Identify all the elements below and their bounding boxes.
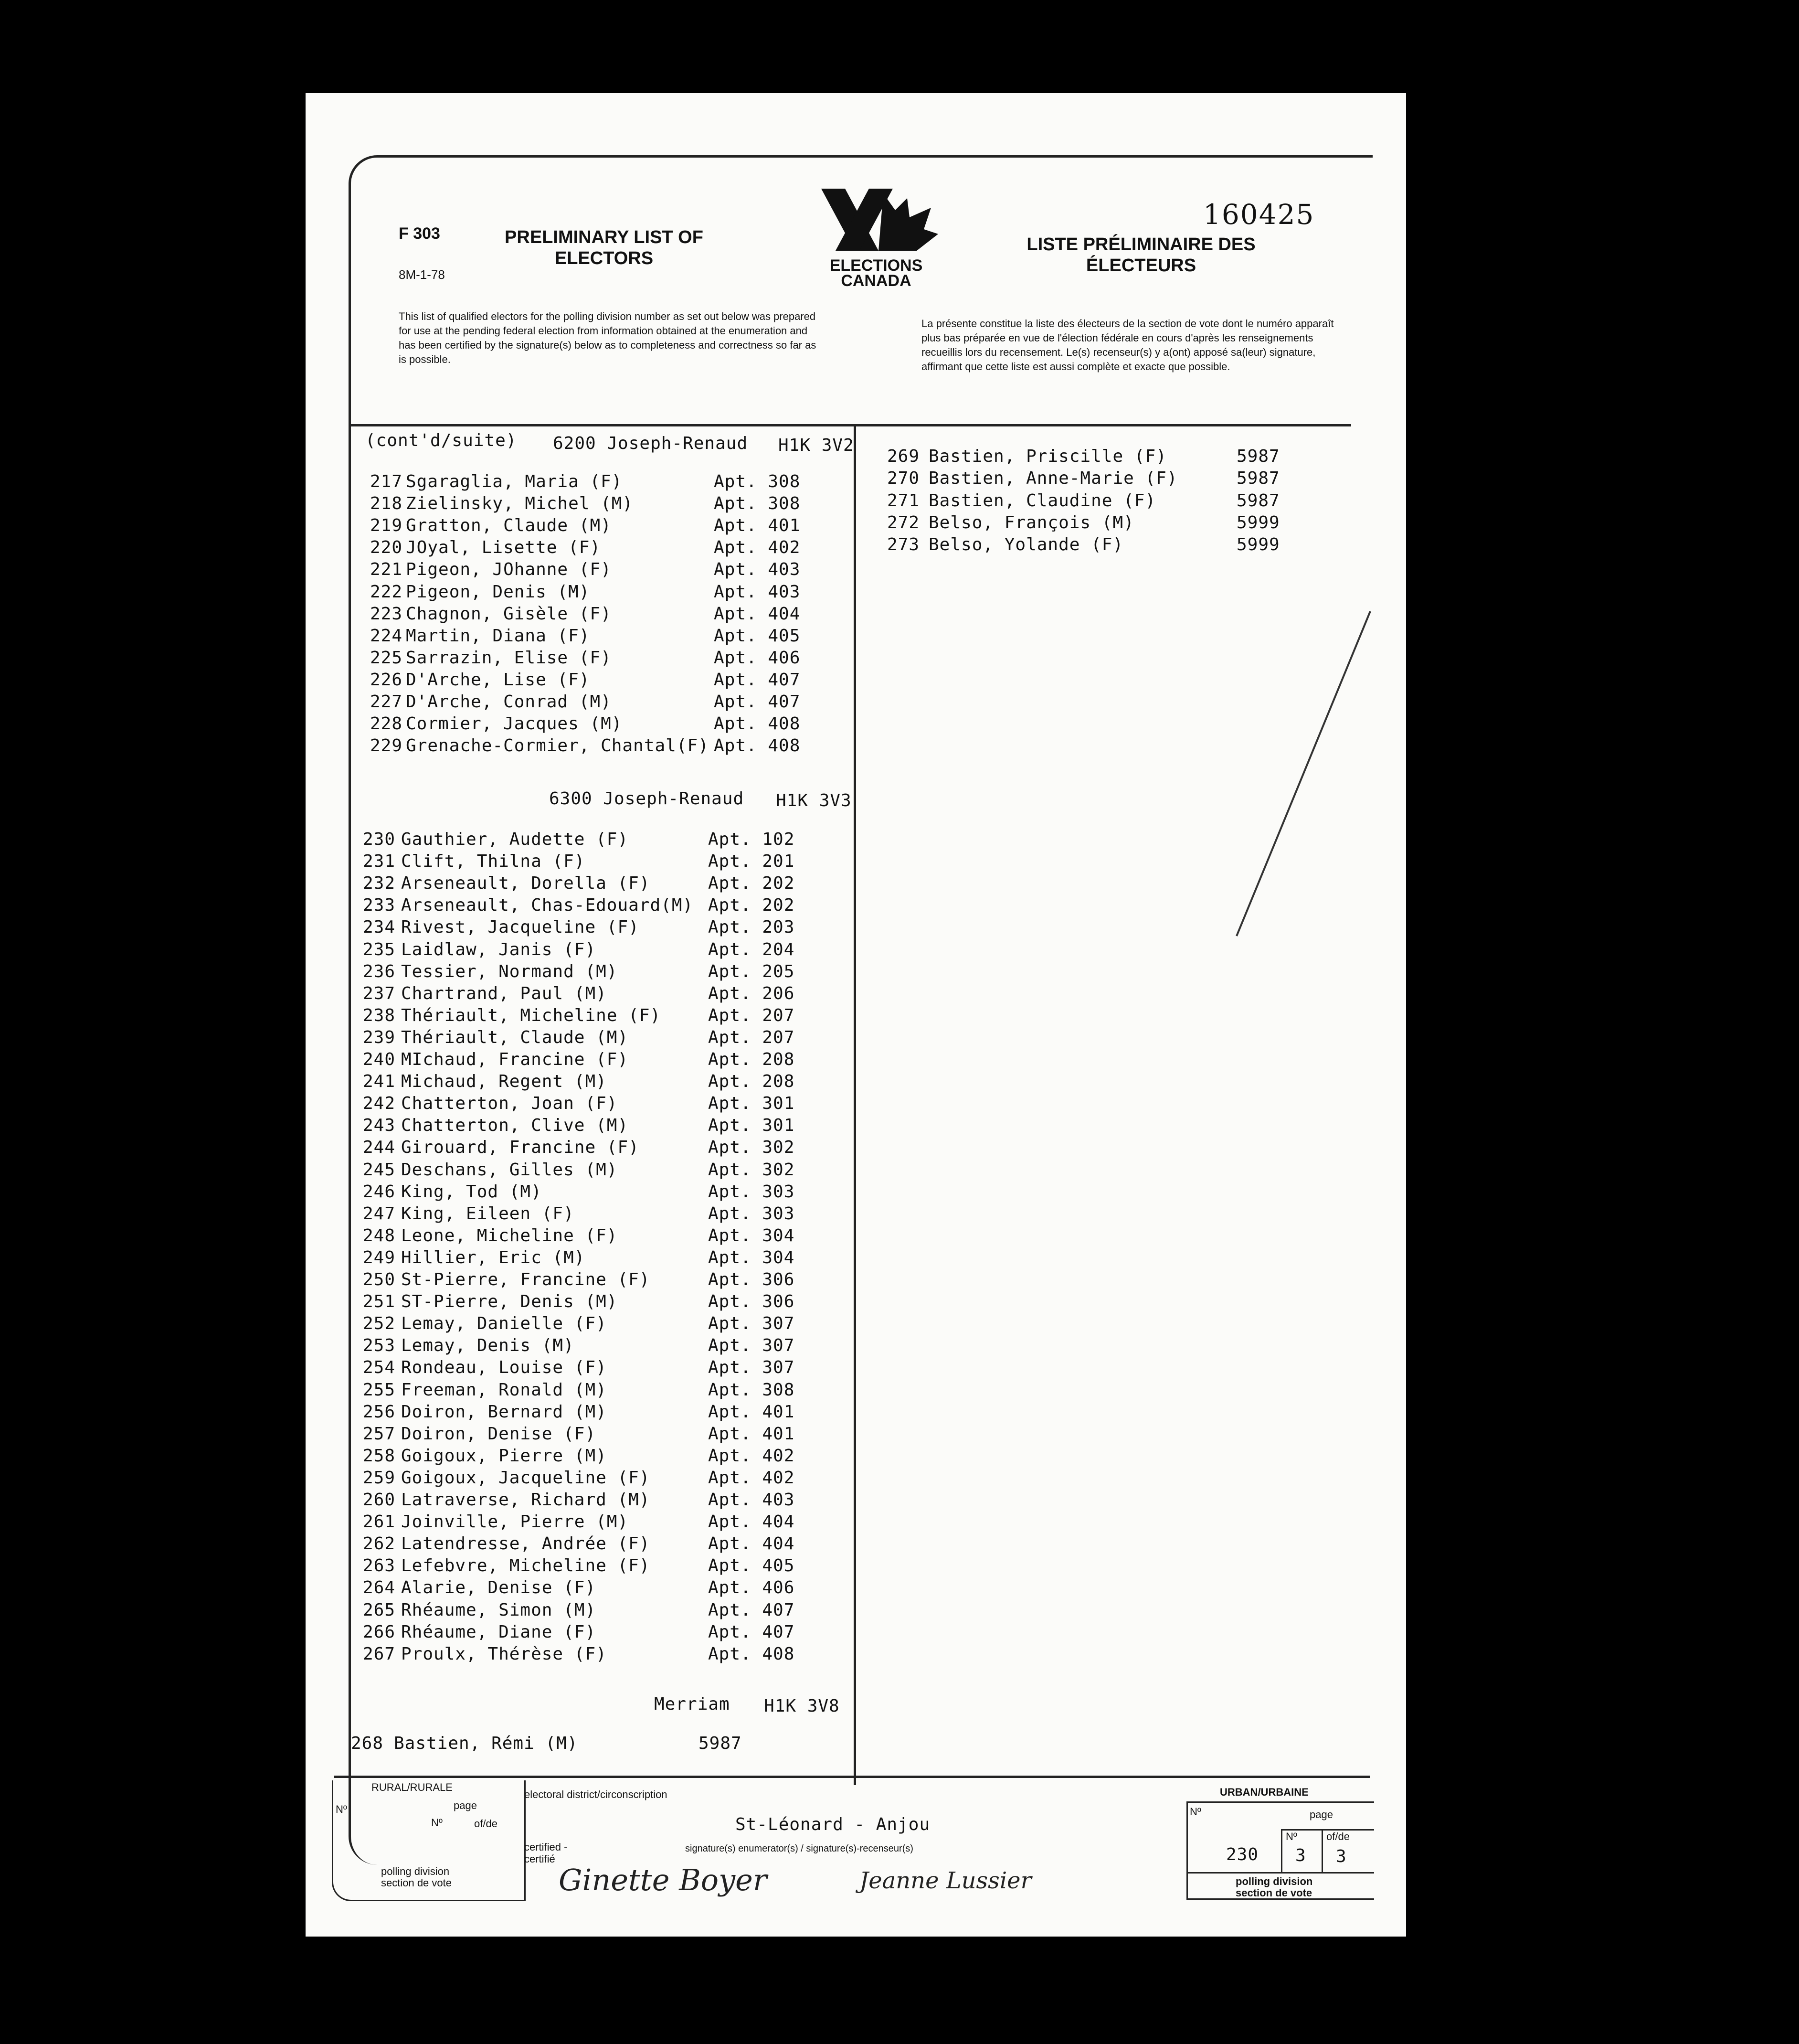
elector-address: Apt. 307 [708,1358,795,1378]
elector-address: Apt. 403 [714,582,801,602]
elector-number: 227 [370,692,403,712]
elector-address: Apt. 202 [708,895,795,916]
elector-address: Apt. 307 [708,1314,795,1334]
elector-number: 271 [887,490,920,511]
header-divider [349,424,1351,426]
elector-name: King, Tod (M) [401,1182,542,1202]
rural-of-label: of/de [474,1818,497,1830]
elector-number: 245 [363,1160,396,1180]
elector-name: D'Arche, Conrad (M) [406,692,612,712]
elector-number: 229 [370,736,403,756]
elector-name: Bastien, Priscille (F) [929,447,1167,466]
elector-number: 231 [363,852,396,872]
elector-name: Hillier, Eric (M) [401,1247,585,1267]
urban-label: URBAN/URBAINE [1220,1786,1309,1798]
elector-address: Apt. 204 [708,939,795,959]
elector-number: 257 [363,1424,396,1444]
elector-number: 224 [370,626,403,646]
elector-name: Michaud, Regent (M) [401,1072,607,1092]
elector-name: Doiron, Bernard (M) [401,1402,607,1422]
elector-name: Latendresse, Andrée (F) [401,1534,650,1554]
elector-name: Goigoux, Pierre (M) [401,1446,607,1466]
elector-number: 230 [363,830,396,849]
elector-address: Apt. 408 [714,736,801,756]
elector-name: Belso, François (M) [929,512,1134,532]
elector-name: JOyal, Lisette (F) [406,538,601,558]
elector-address: Apt. 208 [708,1072,795,1092]
elector-address: Apt. 405 [708,1556,795,1576]
elector-address: Apt. 407 [708,1622,795,1642]
elector-number: 264 [363,1578,396,1598]
elector-number: 221 [370,560,403,580]
elector-name: ST-Pierre, Denis (M) [401,1292,618,1312]
title-fr-line1: LISTE PRÉLIMINAIRE DES [1026,234,1256,255]
postal-code-1: H1K 3V2 [778,436,854,455]
elector-address: Apt. 401 [708,1402,795,1422]
elector-name: Grenache-Cormier, Chantal(F) [406,736,709,756]
elector-name: King, Eileen (F) [401,1203,574,1224]
elector-name: Chartrand, Paul (M) [401,983,607,1003]
elector-name: Lemay, Danielle (F) [401,1314,607,1334]
elector-number: 254 [363,1358,396,1378]
elector-name: Zielinsky, Michel (M) [406,494,634,514]
elector-address: 5999 [1237,535,1280,555]
form-number: F 303 [399,224,440,243]
elector-address: Apt. 408 [708,1644,795,1664]
elections-canada-logo [812,184,941,289]
elector-address: Apt. 406 [708,1578,795,1598]
elector-name: Rondeau, Louise (F) [401,1358,607,1378]
elector-address: Apt. 303 [708,1182,795,1202]
elector-number: 239 [363,1027,396,1047]
footer-divider [334,1776,1370,1778]
elector-name: Clift, Thilna (F) [401,852,585,872]
title-en-line2: ELECTORS [554,248,654,268]
elector-number: 241 [363,1072,396,1092]
urban-page-no-label: Nº [1286,1831,1297,1842]
elector-address: 5987 [698,1734,742,1753]
elector-name: Lemay, Denis (M) [401,1336,574,1356]
elector-address: Apt. 405 [714,626,801,646]
elector-name: Chatterton, Joan (F) [401,1094,618,1114]
elector-number: 252 [363,1314,396,1334]
urban-polling-label-1: polling division [1236,1875,1313,1887]
elector-number: 270 [887,468,920,489]
elector-address: Apt. 301 [708,1116,795,1136]
elector-name: Freeman, Ronald (M) [401,1380,607,1400]
elector-name: Lefebvre, Micheline (F) [401,1556,650,1576]
elector-name: Chagnon, Gisèle (F) [406,604,612,624]
elector-address: Apt. 402 [708,1446,795,1466]
street-header-1: 6200 Joseph-Renaud [553,434,748,453]
street-header-2: 6300 Joseph-Renaud [549,789,744,809]
urban-box [1186,1782,1373,1897]
title-en-line1: PRELIMINARY LIST OF [505,227,703,247]
elector-number: 250 [363,1270,396,1289]
elector-number: 218 [370,494,403,514]
elector-address: Apt. 208 [708,1050,795,1069]
elector-name: Pigeon, JOhanne (F) [406,560,612,580]
elector-number: 232 [363,873,396,894]
elector-address: Apt. 304 [708,1247,795,1267]
elector-address: Apt. 306 [708,1270,795,1289]
elector-name: Bastien, Rémi (M) [394,1734,578,1753]
elector-number: 222 [370,582,403,602]
elector-number: 240 [363,1050,396,1069]
elector-name: St-Pierre, Francine (F) [401,1270,650,1289]
elector-address: Apt. 302 [708,1160,795,1180]
elector-address: Apt. 307 [708,1336,795,1356]
elector-address: Apt. 407 [708,1600,795,1620]
elector-number: 253 [363,1336,396,1356]
postal-code-2: H1K 3V3 [776,791,852,810]
urban-grid [1186,1801,1374,1900]
elector-address: Apt. 102 [708,830,795,849]
serial-number: 160425 [1203,198,1315,231]
elector-number: 261 [363,1512,396,1532]
elector-name: Laidlaw, Janis (F) [401,939,596,959]
elector-name: Thériault, Micheline (F) [401,1005,661,1025]
elector-number: 263 [363,1556,396,1576]
elector-address: Apt. 201 [708,852,795,872]
form-date: 8M-1-78 [399,267,445,282]
elector-name: Arseneault, Dorella (F) [401,873,650,894]
urban-no-label: Nº [1190,1806,1201,1818]
elector-name: Doiron, Denise (F) [401,1424,596,1444]
elector-number: 256 [363,1402,396,1422]
rural-page-no-label: Nº [431,1817,443,1829]
elector-address: Apt. 401 [714,516,801,536]
rural-label: RURAL/RURALE [371,1781,453,1793]
contd-label: (cont'd/suite) [365,431,517,450]
elector-number: 269 [887,447,920,466]
title-english [492,227,716,269]
certified-label-2: certifié [524,1853,555,1865]
elector-name: Rhéaume, Diane (F) [401,1622,596,1642]
elector-number: 244 [363,1138,396,1158]
elector-name: Girouard, Francine (F) [401,1138,639,1158]
elector-name: Pigeon, Denis (M) [406,582,590,602]
elector-address: Apt. 206 [708,983,795,1003]
logo-text-2: CANADA [841,272,911,290]
elector-number: 237 [363,983,396,1003]
elector-name: Goigoux, Jacqueline (F) [401,1468,650,1488]
polling-section-label: section de vote [381,1877,452,1889]
rural-box [332,1780,526,1901]
elector-name: Tessier, Normand (M) [401,961,618,981]
signature-enumerator-2: Jeanne Lussier [859,1867,1032,1894]
elector-number: 247 [363,1203,396,1224]
certified-label-1: certified - [524,1841,568,1853]
elector-address: Apt. 404 [708,1512,795,1532]
elector-number: 238 [363,1005,396,1025]
elector-name: Thériault, Claude (M) [401,1027,629,1047]
elector-number: 266 [363,1622,396,1642]
elector-address: Apt. 407 [714,670,801,690]
elector-name: Deschans, Gilles (M) [401,1160,618,1180]
title-french [1007,234,1275,276]
maple-leaf-x-icon [812,184,941,256]
signature-enumerator-1: Ginette Boyer [559,1863,767,1897]
street-header-3: Merriam [654,1694,730,1714]
elector-name: Martin, Diana (F) [406,626,590,646]
elector-number: 258 [363,1446,396,1466]
elector-name: Sarrazin, Elise (F) [406,648,612,668]
elector-address: Apt. 407 [714,692,801,712]
elector-address: Apt. 308 [714,472,801,491]
elector-address: Apt. 408 [714,714,801,734]
polling-division-label: polling division [381,1865,450,1877]
urban-polling-label-2: section de vote [1236,1887,1312,1899]
elector-address: Apt. 203 [708,917,795,937]
urban-page-label: page [1310,1809,1333,1820]
elector-name: Bastien, Claudine (F) [929,490,1156,511]
elector-number: 220 [370,538,403,558]
elector-name: MIchaud, Francine (F) [401,1050,629,1069]
elector-name: Rhéaume, Simon (M) [401,1600,596,1620]
elector-address: Apt. 402 [714,538,801,558]
elector-address: Apt. 205 [708,961,795,981]
elector-address: Apt. 404 [708,1534,795,1554]
elector-name: Belso, Yolande (F) [929,535,1124,555]
elector-number: 233 [363,895,396,916]
elector-address: Apt. 207 [708,1005,795,1025]
elector-address: Apt. 308 [708,1380,795,1400]
elector-name: Sgaraglia, Maria (F) [406,472,623,491]
elector-name: Alarie, Denise (F) [401,1578,596,1598]
intro-english: This list of qualified electors for the polling division number as set out below was prepared for use at the pending federal election from information obtained at the enumeration and has been certified by the signature(s) below as to completeness and correctness so far as is possible. [399,310,816,365]
elector-name: Arseneault, Chas-Edouard(M) [401,895,694,916]
page-total: 3 [1336,1847,1347,1866]
elector-address: Apt. 302 [708,1138,795,1158]
elector-address: Apt. 404 [714,604,801,624]
elector-address: 5987 [1237,447,1280,466]
page-number: 3 [1295,1846,1306,1865]
elector-address: 5987 [1237,468,1280,489]
elector-number: 255 [363,1380,396,1400]
elector-address: Apt. 403 [708,1490,795,1510]
title-fr-line2: ÉLECTEURS [1086,256,1196,276]
elector-number: 234 [363,917,396,937]
elector-number: 272 [887,512,920,532]
elector-name: Proulx, Thérèse (F) [401,1644,607,1664]
elector-number: 248 [363,1225,396,1246]
elector-number: 273 [887,535,920,555]
elector-number: 236 [363,961,396,981]
elector-number: 267 [363,1644,396,1664]
elector-address: Apt. 402 [708,1468,795,1488]
elector-number: 223 [370,604,403,624]
elector-number: 262 [363,1534,396,1554]
elector-number: 259 [363,1468,396,1488]
elector-number: 242 [363,1094,396,1114]
urban-cell-bottom [1188,1872,1374,1874]
elector-number: 226 [370,670,403,690]
rural-page-label: page [454,1799,477,1811]
elector-address: Apt. 403 [714,560,801,580]
signature-label: signature(s) enumerator(s) / signature(s)-recenseur(s) [685,1843,913,1854]
elector-number: 246 [363,1182,396,1202]
elector-address: Apt. 301 [708,1094,795,1114]
urban-cell-divider-1 [1281,1829,1282,1872]
elector-number: 225 [370,648,403,668]
elector-name: Cormier, Jacques (M) [406,714,623,734]
elector-number: 265 [363,1600,396,1620]
elector-name: Gauthier, Audette (F) [401,830,629,849]
intro-french: La présente constitue la liste des électeurs de la section de vote dont le numéro apparaît plus bas préparée en vue de l'élection fédérale en cours d'après les renseignements recueillis lors du recensement. Le(s) recenseur(s) y a(ont) apposé sa(leur) signature, affirmant que cette liste est aussi complète et exacte que possible. [921,318,1334,373]
elector-address: 5987 [1237,490,1280,511]
elector-number: 228 [370,714,403,734]
elector-address: Apt. 303 [708,1203,795,1224]
elector-address: Apt. 401 [708,1424,795,1444]
elector-name: Gratton, Claude (M) [406,516,612,536]
elector-name: Joinville, Pierre (M) [401,1512,629,1532]
postal-code-3: H1K 3V8 [764,1696,840,1716]
elector-number: 219 [370,516,403,536]
elector-number: 243 [363,1116,396,1136]
elector-address: Apt. 202 [708,873,795,894]
elector-address: 5999 [1237,512,1280,532]
polling-division-number: 230 [1226,1845,1259,1864]
elector-number: 251 [363,1292,396,1312]
elector-name: Rivest, Jacqueline (F) [401,917,639,937]
elector-number: 217 [370,472,403,491]
elector-name: Chatterton, Clive (M) [401,1116,629,1136]
elector-address: Apt. 304 [708,1225,795,1246]
urban-cell-divider-2 [1322,1829,1323,1872]
column-divider [854,424,856,1785]
elector-number: 260 [363,1490,396,1510]
elector-address: Apt. 406 [714,648,801,668]
pen-stroke-mark [1227,611,1375,946]
elector-name: Bastien, Anne-Marie (F) [929,468,1178,489]
logo-text-1: ELECTIONS [829,256,923,275]
elector-address: Apt. 308 [714,494,801,514]
district-label: electoral district/circonscription [524,1788,667,1800]
district-value: St-Léonard - Anjou [735,1815,931,1834]
rural-no-label: Nº [336,1803,347,1815]
elector-number: 268 [351,1734,384,1753]
elector-name: Latraverse, Richard (M) [401,1490,650,1510]
elector-address: Apt. 207 [708,1027,795,1047]
elector-name: Leone, Micheline (F) [401,1225,618,1246]
elector-name: D'Arche, Lise (F) [406,670,590,690]
elector-number: 249 [363,1247,396,1267]
elector-address: Apt. 306 [708,1292,795,1312]
elector-number: 235 [363,939,396,959]
urban-of-label: of/de [1326,1831,1350,1842]
